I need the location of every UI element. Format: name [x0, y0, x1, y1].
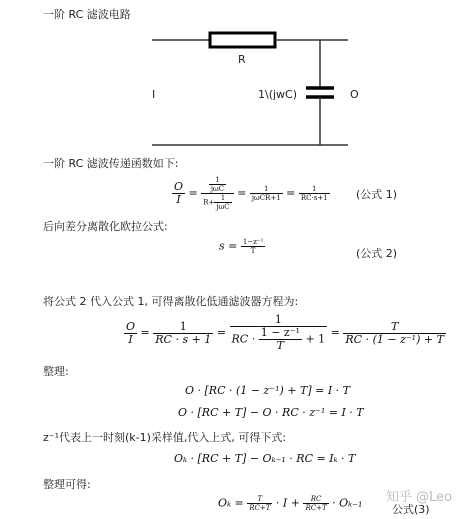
eq1-big-num [201, 176, 233, 193]
equation-final [218, 495, 362, 512]
eq1-fraction-3 [299, 185, 330, 202]
eqs-f1-num: 1 [179, 319, 187, 333]
eqs-f1-den: RC · s + 1 [155, 332, 212, 346]
eqs-f3-den: RC · (1 − z⁻¹) + T [345, 332, 444, 346]
eqs-lhs-den: I [124, 333, 137, 346]
eq1-mid-prefix: R+ [203, 198, 215, 207]
eqs-f2-num: 1 [274, 313, 282, 326]
heading-transfer: 一阶 RC 滤波传递函数如下: [43, 157, 179, 170]
heading-substitute: 将公式 2 代入公式 1, 可得离散化低通滤波器方程为: [43, 295, 299, 308]
eq3-label: 公式(3) [392, 503, 430, 516]
eqf-tail: · Oₖ₋₁ [328, 496, 363, 510]
eq1-f2-den: jωCR+1 [251, 194, 281, 202]
eqs-fraction-2 [230, 314, 328, 352]
eqf-mid: · I + [272, 496, 304, 510]
eqf-f1-den: RC+T [249, 504, 271, 512]
eq1-lhs-num: O [174, 180, 184, 193]
eqs-f2-inner-num: 1 − z⁻¹ [260, 326, 300, 339]
eq2-lhs: s [219, 239, 225, 253]
eqs-fraction-3 [343, 321, 446, 346]
equation-arranged-2: O · [RC + T] − O · RC · z⁻¹ = I · T [178, 406, 364, 419]
eq1-f3-num: 1 [312, 185, 317, 193]
eqs-f2-suffix: + 1 [301, 332, 326, 346]
eqf-fraction-2 [303, 495, 328, 512]
eq1-inner-fraction [209, 176, 226, 193]
heading-result: 整理可得: [43, 478, 91, 491]
equation-substituted: $\frac{O}{I}$ = $\frac{1}{RC \cdot s + 1}$ = 1 RC · $\frac{\text{1 − z⁻¹}}{T}$ + 1 = $\frac{T}{\text{RC · (1 − z⁻¹) + T}}$ [126, 313, 444, 352]
eqs-f2-den [230, 326, 328, 352]
eq2-label: (公式 2) [356, 247, 398, 260]
eqs-f2-inner-fraction [259, 327, 302, 352]
eq2-fraction [241, 238, 266, 255]
capacitor-label: 1\(jwC) [258, 88, 298, 101]
output-label: O [350, 88, 359, 101]
eq1-mid-den: jωC [216, 203, 230, 211]
eq1-big-den [201, 193, 233, 211]
equation-k: Oₖ · [RC + T] − Oₖ₋₁ · RC = Iₖ · T [174, 452, 356, 465]
eq1-mid-fraction [214, 194, 231, 211]
eq1-f2-num: 1 [264, 185, 269, 193]
equation-2: s = $\frac{\text{1−z⁻¹}}{T}$ [219, 238, 264, 255]
eqs-lhs-fraction [124, 321, 137, 346]
eqf-f2-num: RC [310, 495, 322, 503]
heading-circuit: 一阶 RC 滤波电路 [43, 8, 131, 21]
eqs-f2-prefix: RC · [231, 332, 259, 346]
eq1-lhs-fraction [172, 181, 185, 206]
eqf-lhs: Oₖ = [218, 496, 244, 510]
eqf-fraction-1 [247, 495, 272, 512]
heading-backward: 后向差分离散化欧拉公式: [43, 220, 168, 233]
eq1-label: (公式 1) [356, 188, 398, 201]
input-label: I [152, 88, 156, 101]
eq1-inner-num: 1 [215, 176, 220, 184]
eq1-inner-den: jωC [210, 185, 225, 193]
eqf-f2-den: RC+T [305, 504, 327, 512]
resistor-symbol [210, 33, 275, 47]
eq1-fraction-2 [250, 185, 283, 202]
eqs-f3-num: T [390, 319, 399, 333]
resistor-label: R [238, 53, 246, 66]
eq1-mid-num: 1 [220, 194, 226, 202]
eq1-lhs-den: I [172, 193, 185, 206]
eq2-den: T [241, 246, 266, 255]
eq1-big-fraction [201, 176, 233, 211]
eqf-f1-num: T [257, 495, 263, 503]
watermark: 知乎 @Leo [386, 490, 453, 505]
equation-arranged-1: O · [RC · (1 − z⁻¹) + T] = I · T [185, 384, 351, 397]
equation-1: $\frac{O}{I}$ = $\frac{1}{\text{jωC}}$ R+ $\frac{1}{\text{jωC}}$ = $\frac{1}{\text{jωCR+1}}$ = $\frac{1}{RC\cdot s+1}$ [174, 176, 328, 211]
eq2-num: 1−z⁻¹ [242, 238, 264, 246]
eqs-fraction-1 [153, 321, 213, 346]
heading-zinv: z⁻¹代表上一时刻(k-1)采样值,代入上式, 可得下式: [43, 431, 287, 444]
heading-arrange: 整理: [43, 365, 69, 378]
rc-circuit-diagram [0, 0, 474, 160]
eqs-lhs-num: O [126, 319, 136, 333]
eqs-f2-inner-den: T [259, 339, 302, 352]
eq1-f3-den: RC·s+1 [300, 194, 328, 202]
